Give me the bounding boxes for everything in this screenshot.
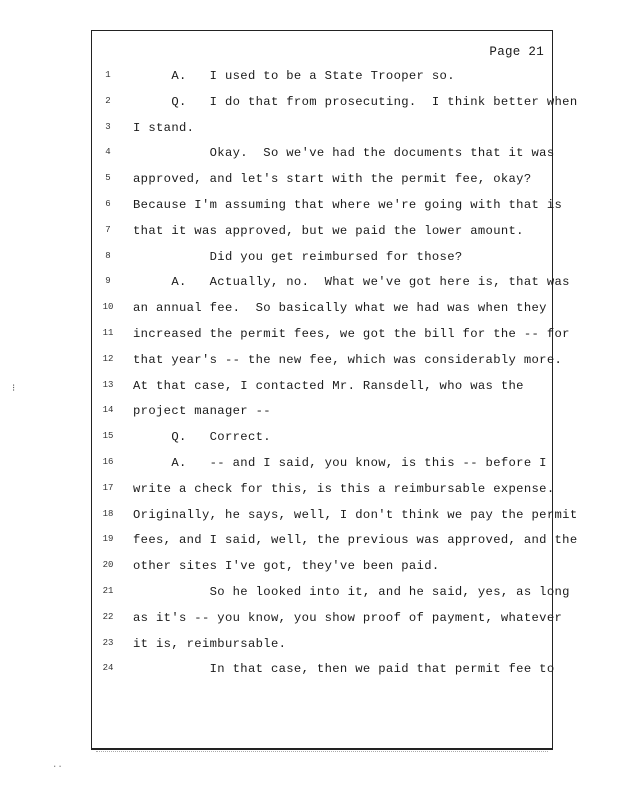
transcript-line: I stand. bbox=[133, 120, 195, 135]
transcript-line: Q. I do that from prosecuting. I think better when bbox=[133, 94, 578, 109]
margin-mark: ⁝ bbox=[12, 384, 16, 395]
transcript-line: Originally, he says, well, I don't think we pay the permit bbox=[133, 507, 578, 522]
transcript-line: A. Actually, no. What we've got here is, that was bbox=[133, 275, 570, 290]
line-number: 16 bbox=[102, 457, 114, 467]
transcript-line: other sites I've got, they've been paid. bbox=[133, 559, 440, 574]
bottom-edge bbox=[96, 751, 548, 754]
transcript-line: Okay. So we've had the documents that it was bbox=[133, 146, 555, 161]
line-number: 1 bbox=[105, 70, 111, 80]
transcript-line: approved, and let's start with the permit fee, okay? bbox=[133, 172, 532, 187]
page-number: Page 21 bbox=[489, 45, 544, 59]
transcript-line: project manager -- bbox=[133, 404, 271, 419]
transcript-line: an annual fee. So basically what we had was when they bbox=[133, 301, 547, 316]
transcript-line: In that case, then we paid that permit fee to bbox=[133, 662, 555, 677]
line-number: 15 bbox=[102, 431, 114, 442]
line-number: 20 bbox=[102, 560, 114, 571]
transcript-line: So he looked into it, and he said, yes, as long bbox=[133, 585, 570, 599]
transcript-line: fees, and I said, well, the previous was approved, and the bbox=[133, 533, 578, 548]
line-number: 19 bbox=[102, 534, 114, 545]
transcript-line: A. -- and I said, you know, is this -- before I bbox=[133, 456, 547, 470]
line-number: 17 bbox=[102, 482, 114, 493]
line-number: 12 bbox=[102, 353, 114, 364]
line-number: 13 bbox=[102, 379, 114, 390]
line-number: 23 bbox=[102, 637, 114, 648]
transcript-line: that year's -- the new fee, which was considerably more. bbox=[133, 352, 563, 367]
line-number: 21 bbox=[102, 586, 114, 596]
transcript-line: that it was approved, but we paid the lower amount. bbox=[133, 223, 524, 238]
line-number: 6 bbox=[105, 199, 111, 209]
line-number: 2 bbox=[105, 95, 111, 106]
line-number: 9 bbox=[105, 276, 111, 287]
transcript-line: Because I'm assuming that where we're going with that is bbox=[133, 198, 563, 212]
line-number: 11 bbox=[102, 328, 114, 338]
transcript-line: it is, reimbursable. bbox=[133, 636, 287, 651]
line-number: 10 bbox=[102, 302, 114, 313]
line-number: 4 bbox=[105, 147, 111, 158]
transcript-line: as it's -- you know, you show proof of payment, whatever bbox=[133, 610, 563, 625]
corner-mark: .. bbox=[52, 760, 63, 770]
line-number: 3 bbox=[105, 121, 111, 132]
line-number: 7 bbox=[105, 224, 111, 235]
line-number: 8 bbox=[105, 250, 111, 261]
transcript-line: At that case, I contacted Mr. Ransdell, who was the bbox=[133, 378, 524, 393]
line-number: 24 bbox=[102, 663, 114, 674]
transcript-line: Did you get reimbursed for those? bbox=[133, 249, 463, 264]
line-number: 22 bbox=[102, 611, 114, 622]
line-number: 14 bbox=[102, 405, 114, 416]
transcript-line: write a check for this, is this a reimbursable expense. bbox=[133, 481, 555, 496]
transcript-line: A. I used to be a State Trooper so. bbox=[133, 69, 455, 83]
transcript-line: Q. Correct. bbox=[133, 430, 271, 445]
transcript-line: increased the permit fees, we got the bill for the -- for bbox=[133, 327, 570, 341]
transcript-page bbox=[91, 30, 578, 750]
line-number: 18 bbox=[102, 508, 114, 519]
line-number: 5 bbox=[105, 173, 111, 184]
